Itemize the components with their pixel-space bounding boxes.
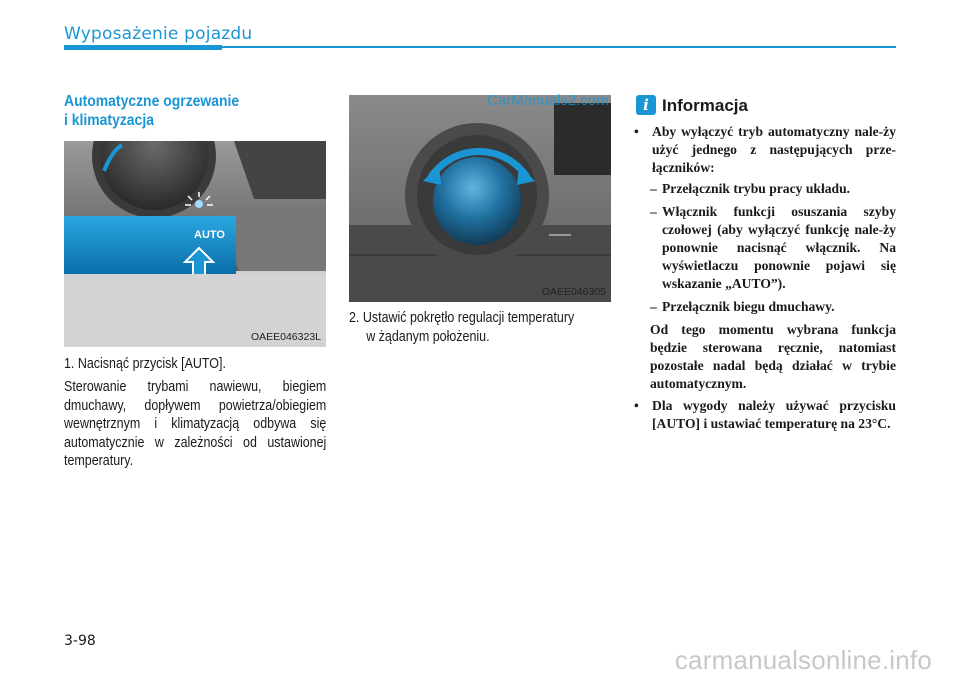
info-continuation: Od tego momentu wybrana funkcja będzie sterowana ręcznie, natomiast pozostałe nadal będą działać w trybie automatycznym. — [650, 322, 896, 391]
dash-icon: – — [650, 181, 657, 196]
info-bullet-1 — [632, 123, 896, 177]
info-bullet-2-text: Dla wygody należy używać przycisku [AUTO] i ustawiać temperaturę na 23°C. — [652, 398, 896, 431]
temperature-knob — [433, 157, 521, 245]
info-sub-2-text: Włącznik funkcji osuszania szyby czołowej (aby wyłączyć funkcję nale-ży ponownie nacisnąć włącznik. Na wyświetlaczu ponownie pojawi się wskazanie „AUTO”). — [662, 204, 896, 291]
figure-code: OAEE046305 — [541, 286, 606, 298]
auto-button-label: AUTO — [194, 229, 225, 241]
dash-icon: – — [650, 299, 657, 314]
section-title-line2: i klimatyzacja — [64, 112, 154, 129]
info-sub-1 — [632, 180, 896, 198]
step-1: 1. Nacisnąć przycisk [AUTO]. — [64, 356, 226, 372]
watermark: CarManuals2.com — [487, 92, 609, 109]
info-icon: i — [636, 95, 656, 115]
step-2-line1: 2. Ustawić pokrętło regulacji temperatury — [349, 310, 575, 326]
figure-auto-button — [64, 141, 326, 347]
bullet-icon: • — [634, 124, 639, 139]
temperature-knob-illustration — [349, 95, 611, 302]
section-header-title: Wyposażenie pojazdu — [64, 24, 253, 44]
section-heading — [64, 92, 326, 130]
auto-button-illustration — [64, 141, 326, 347]
step-2-line2: w żądanym położeniu. — [366, 328, 490, 345]
section-title-line1: Automatyczne ogrzewanie — [64, 93, 240, 110]
info-title: Informacja — [662, 96, 748, 115]
figure-code: OAEE046323L — [250, 331, 321, 343]
info-sub-2 — [632, 203, 896, 293]
figure-temperature-knob — [349, 95, 611, 302]
info-sub-1-text: Przełącznik trybu pracy układu. — [662, 181, 851, 196]
step-2 — [349, 309, 611, 346]
dash-icon: – — [650, 204, 657, 219]
step-1-description: Sterowanie trybami nawiewu, biegiem dmuchawy, dopływem powietrza/obiegiem wewnętrznym i klimatyzacją odbywa się automatycznie w zależności od ustawionej temperatury. — [64, 379, 327, 469]
bullet-icon: • — [634, 398, 639, 413]
info-box — [632, 123, 896, 436]
info-sub-3 — [632, 298, 896, 316]
info-bullet-1-text: Aby wyłączyć tryb automatyczny nale-ży użyć jednego z następujących prze-łączników: — [652, 124, 896, 175]
info-bullet-2 — [632, 397, 896, 433]
footer-site-watermark: carmanualsonline.info — [674, 645, 932, 675]
header-rule-accent — [64, 45, 222, 50]
info-sub-3-text: Przełącznik biegu dmuchawy. — [662, 299, 835, 314]
page-number: 3-98 — [64, 633, 96, 649]
